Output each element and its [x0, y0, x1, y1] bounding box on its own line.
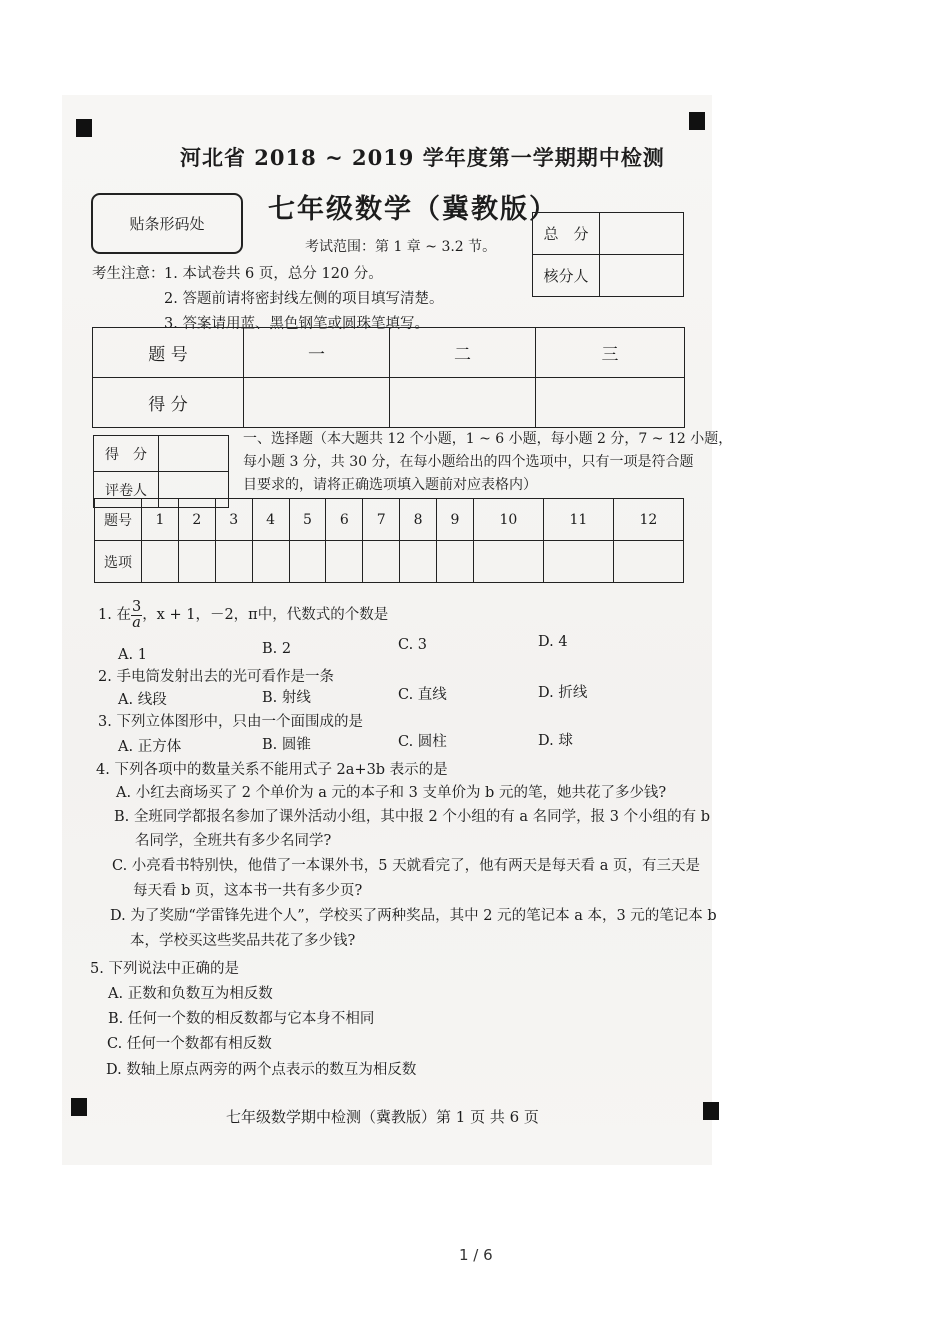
answer-option-label: 选项	[95, 541, 142, 583]
section-two-header: 二	[390, 328, 536, 378]
fraction-3-over-a	[131, 600, 142, 630]
answer-number: 7	[363, 499, 400, 541]
question-5: 5. 下列说法中正确的是	[90, 961, 239, 977]
fraction-denominator: a	[132, 614, 141, 631]
answer-cell	[252, 541, 289, 583]
score-cell-one	[244, 378, 390, 428]
answer-number-label: 题号	[95, 499, 142, 541]
score-cell-three	[536, 378, 685, 428]
barcode-label: 贴条形码处	[129, 215, 205, 233]
answer-number: 6	[326, 499, 363, 541]
answer-number: 2	[178, 499, 215, 541]
answer-cell	[178, 541, 215, 583]
section-one-instructions: 每小题 3 分，共 30 分，在每小题给出的四个选项中，只有一项是符合题	[243, 454, 694, 470]
score-row-label: 得 分	[93, 378, 244, 428]
answer-number: 1	[142, 499, 179, 541]
question-1-prefix: 1. 在	[98, 607, 131, 623]
note-item: 1. 本试卷共 6 页，总分 120 分。	[164, 266, 383, 282]
question-4: 4. 下列各项中的数量关系不能用式子 2a+3b 表示的是	[96, 762, 448, 778]
section-score-cell	[159, 436, 229, 472]
question-1	[98, 600, 388, 630]
option-b: B. 任何一个数的相反数都与它本身不相同	[108, 1011, 375, 1027]
option-c: C. 直线	[398, 687, 447, 703]
registration-mark-bottom-right	[703, 1102, 719, 1120]
question-4-option-b: B. 全班同学都报名参加了课外活动小组，其中报 2 个小组的有 a 名同学，报 3 个小组的有 b	[114, 809, 711, 825]
section-one-instructions: 一、选择题（本大题共 12 个小题，1 ~ 6 小题，每小题 2 分，7 ~ 12 小题，	[243, 431, 733, 447]
answer-cell	[289, 541, 326, 583]
option-b: B. 圆锥	[262, 737, 311, 753]
question-4-option-c: C. 小亮看书特别快，他借了一本课外书，5 天就看完了，他有两天是每天看 a 页，有三天是	[112, 858, 700, 874]
grader-label: 评卷人	[94, 472, 159, 508]
answer-number: 12	[613, 499, 683, 541]
score-summary-table	[92, 327, 685, 428]
question-2: 2. 手电筒发射出去的光可看作是一条	[98, 669, 334, 685]
checker-value-cell	[600, 255, 684, 297]
answer-cell	[326, 541, 363, 583]
exam-subtitle: 七年级数学（冀教版）	[268, 194, 558, 225]
registration-mark-top-right	[689, 112, 705, 130]
answer-cell	[215, 541, 252, 583]
answer-number: 11	[543, 499, 613, 541]
page-indicator: 1 / 6	[459, 1246, 493, 1264]
answer-number: 4	[252, 499, 289, 541]
option-d: D. 球	[538, 733, 573, 749]
question-3: 3. 下列立体图形中，只由一个面围成的是	[98, 714, 363, 730]
answer-cell	[363, 541, 400, 583]
section-one-instructions: 目要求的，请将正确选项填入题前对应表格内）	[243, 477, 537, 493]
answer-number: 5	[289, 499, 326, 541]
answer-cell	[473, 541, 543, 583]
question-4-option-b-cont: 名同学，全班共有多少名同学?	[135, 833, 332, 849]
answer-cell	[543, 541, 613, 583]
exam-title: 河北省 2018 ~ 2019 学年度第一学期期中检测	[180, 145, 665, 170]
section-one-header: 一	[244, 328, 390, 378]
total-label: 总 分	[533, 213, 600, 255]
answer-cell	[400, 541, 437, 583]
answer-number: 10	[473, 499, 543, 541]
option-b: B. 射线	[262, 690, 311, 706]
question-4-option-c-cont: 每天看 b 页，这本书一共有多少页?	[133, 883, 363, 899]
note-item: 2. 答题前请将密封线左侧的项目填写清楚。	[164, 291, 444, 307]
page-footer: 七年级数学期中检测（冀教版）第 1 页 共 6 页	[226, 1108, 539, 1126]
total-value-cell	[600, 213, 684, 255]
section-score-label: 得 分	[94, 436, 159, 472]
answer-table	[94, 498, 684, 583]
answer-number: 9	[437, 499, 474, 541]
score-cell-two	[390, 378, 536, 428]
registration-mark-bottom-left	[71, 1098, 87, 1116]
fraction-numerator: 3	[131, 599, 142, 615]
answer-table-number-row	[95, 499, 684, 541]
question-4-option-a: A. 小红去商场买了 2 个单价为 a 元的本子和 3 支单价为 b 元的笔，她共花了多少钱?	[116, 785, 667, 801]
option-d: D. 折线	[538, 685, 588, 701]
answer-number: 3	[215, 499, 252, 541]
answer-cell	[613, 541, 683, 583]
option-c: C. 圆柱	[398, 734, 447, 750]
registration-mark-top-left	[76, 119, 92, 137]
question-4-option-d: D. 为了奖励“学雷锋先进个人”，学校买了两种奖品，其中 2 元的笔记本 a 本，3 元的笔记本 b	[110, 908, 717, 924]
option-d: D. 数轴上原点两旁的两个点表示的数互为相反数	[106, 1062, 417, 1078]
exam-scope: 考试范围：第 1 章 ~ 3.2 节。	[305, 239, 497, 255]
option-b: B. 2	[262, 641, 292, 657]
answer-cell	[142, 541, 179, 583]
notes-label: 考生注意：	[92, 266, 165, 282]
answer-cell	[437, 541, 474, 583]
option-a: A. 正方体	[118, 739, 182, 755]
answer-table-option-row	[95, 541, 684, 583]
option-a: A. 正数和负数互为相反数	[108, 986, 273, 1002]
barcode-box	[91, 193, 243, 254]
option-d: D. 4	[538, 634, 568, 650]
option-c: C. 任何一个数都有相反数	[107, 1036, 272, 1052]
answer-number: 8	[400, 499, 437, 541]
section-three-header: 三	[536, 328, 685, 378]
note-item: 3. 答案请用蓝、黑色钢笔或圆珠笔填写。	[164, 316, 429, 332]
option-c: C. 3	[398, 637, 428, 653]
checker-label: 核分人	[533, 255, 600, 297]
option-a: A. 1	[118, 647, 147, 663]
question-1-suffix: ，x + 1，－2，π中，代数式的个数是	[142, 607, 389, 623]
question-number-label: 题 号	[93, 328, 244, 378]
option-a: A. 线段	[118, 692, 167, 708]
question-4-option-d-cont: 本，学校买这些奖品共花了多少钱?	[130, 933, 356, 949]
total-score-box	[532, 212, 684, 297]
